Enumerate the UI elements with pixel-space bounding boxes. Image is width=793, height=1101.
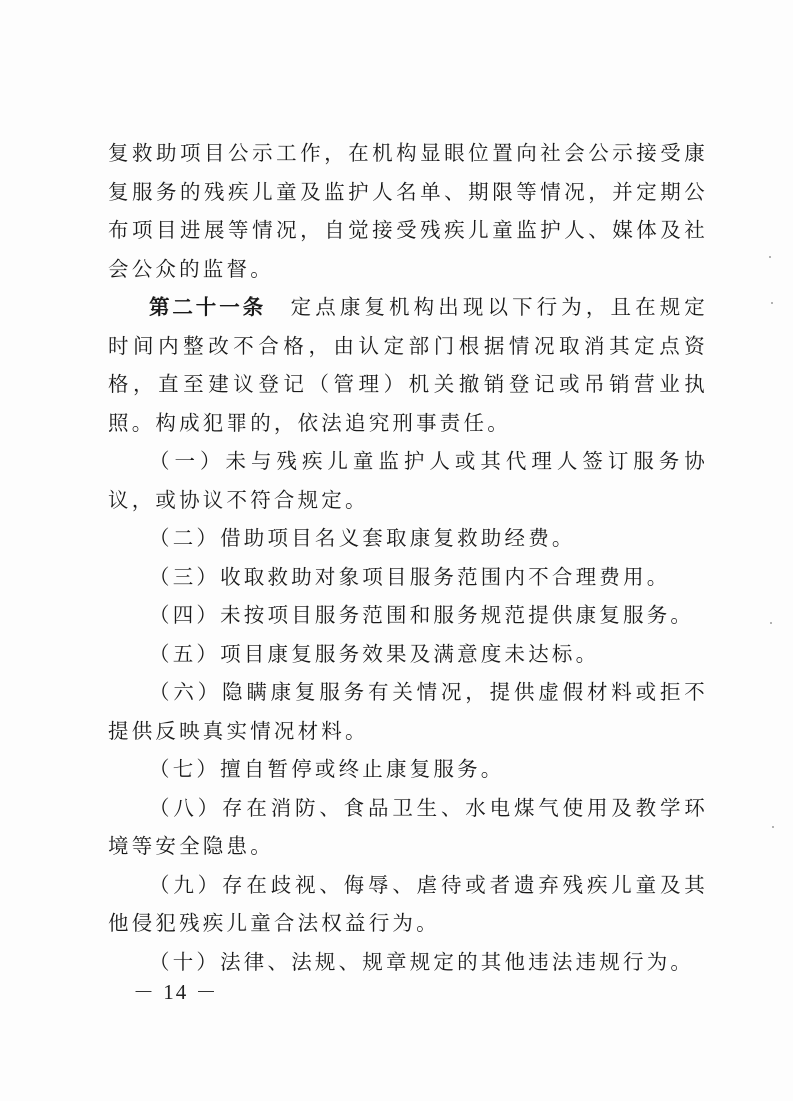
list-item-3: （三）收取救助对象项目服务范围内不合理费用。 <box>149 564 671 589</box>
list-item-1: （一）未与残疾儿童监护人或其代理人签订服务协议，或协议不符合规定。 <box>108 449 708 512</box>
article-body: 定点康复机构出现以下行为，且在规定时间内整改不合格，由认定部门根据情况取消其定点资格，直至建议登记（管理）机关撤销登记或吊销营业执照。构成犯罪的，依法追究刑事责任。 <box>108 295 709 435</box>
list-item-5: （五）项目康复服务效果及满意度未达标。 <box>149 641 600 666</box>
list-item-4: （四）未按项目服务范围和服务规范提供康复服务。 <box>149 603 695 627</box>
document-body <box>108 134 708 981</box>
list-item-2: （二）借助项目名义套取康复救助经费。 <box>149 526 576 550</box>
list-item-8: （八）存在消防、食品卫生、水电煤气使用及教学环境等安全隐患。 <box>108 795 708 858</box>
paragraph-continuation: 复救助项目公示工作，在机构显眼位置向社会公示接受康复服务的残疾儿童及监护人名单、期限等情况，并定期公布项目进展等情况，自觉接受残疾儿童监护人、媒体及社会公众的监督。 <box>108 141 708 281</box>
scan-speck <box>769 256 771 258</box>
list-item-10: （十）法律、法规、规章规定的其他违法违规行为。 <box>149 949 695 974</box>
paragraph-article-21 <box>108 288 708 442</box>
page-number: － 14 － <box>133 980 219 1004</box>
scan-speck <box>771 302 773 304</box>
list-item-7: （七）擅自暂停或终止康复服务。 <box>149 757 505 781</box>
scan-speck <box>770 622 772 624</box>
article-heading: 第二十一条 <box>149 295 267 319</box>
list-item-6: （六）隐瞒康复服务有关情况，提供虚假材料或拒不提供反映真实情况材料。 <box>108 680 708 743</box>
list-item-9: （九）存在歧视、侮辱、虐待或者遗弃残疾儿童及其他侵犯残疾儿童合法权益行为。 <box>108 872 708 935</box>
scan-speck <box>772 826 774 828</box>
